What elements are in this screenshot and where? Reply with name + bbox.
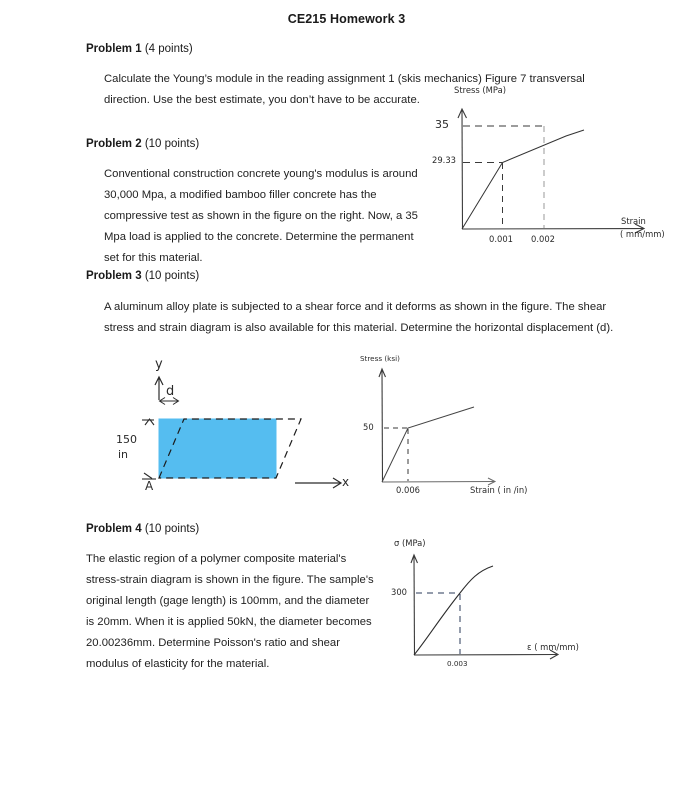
- problem-4-text: The elastic region of a polymer composite material's stress-strain diagram is shown in the figure. The sample's original length (gage length) is 100mm, and the diameter is 20mm. When it is applied 50kN, the diameter becomes 20.00236mm. Determine Poisson's ratio and shear modulus of elasticity for the material.: [86, 553, 374, 670]
- concrete-xtick-0001: 0.001: [489, 234, 513, 244]
- problem-1-text: Calculate the Young’s module in the reading assignment 1 (skis mechanics) Figure 7 transversal direction. Use the best estimate, you don’t have to be accurate.: [104, 73, 585, 106]
- plate-x-axis-label: x: [342, 475, 350, 489]
- polymer-xtick-0003: 0.003: [447, 659, 468, 668]
- problem-1-heading: [86, 43, 193, 55]
- concrete-y-axis-label: Stress (MPa): [454, 85, 506, 95]
- pl-stress-strain-curve: [414, 566, 493, 655]
- al-y-axis-line: [382, 370, 383, 482]
- problem-4-heading: [86, 523, 199, 535]
- pl-y-axis-line: [414, 556, 415, 655]
- plate-displacement-label: d: [166, 384, 175, 399]
- problem-4-label: Problem 4: [86, 523, 142, 535]
- problem-2-label: Problem 2: [86, 138, 142, 150]
- problem-3-points: (10 points): [144, 270, 200, 282]
- concrete-x-axis-label-line1: Strain: [621, 216, 646, 226]
- polymer-y-axis-label: σ (MPa): [394, 538, 426, 548]
- aluminum-ytick-50: 50: [363, 422, 374, 432]
- y-axis-line: [462, 110, 463, 229]
- problem-2-text: Conventional construction concrete young's modulus is around 30,000 Mpa, a modified bamboo filler concrete has the compressive test as shown in the figure on the right. Now, a 35 Mpa load is applied to the concrete. Determine the permanent set for this material.: [104, 168, 418, 264]
- al-x-axis-line: [382, 482, 494, 483]
- aluminum-shear-stress-strain-figure: [358, 355, 593, 500]
- aluminum-xtick-0006: 0.006: [396, 485, 420, 495]
- polymer-stress-strain-figure: [392, 538, 632, 673]
- concrete-ytick-35: 35: [435, 118, 449, 131]
- problem-2-heading: [86, 138, 199, 150]
- height-arrow-bottom: [144, 473, 152, 479]
- problem-2-points: (10 points): [144, 138, 200, 150]
- problem-1-label: Problem 1: [86, 43, 142, 55]
- problem-4-points: (10 points): [144, 523, 200, 535]
- aluminum-y-axis-label: Stress (ksi): [360, 354, 400, 363]
- x-axis-line: [462, 229, 643, 230]
- polymer-ytick-300: 300: [391, 587, 407, 597]
- problem-3-label: Problem 3: [86, 270, 142, 282]
- plate-height-value: 150: [116, 433, 137, 446]
- concrete-xtick-0002: 0.002: [531, 234, 555, 244]
- plate-corner-label: A: [145, 479, 154, 493]
- plate-rectangle: [159, 419, 276, 478]
- stress-strain-curve: [462, 130, 584, 229]
- page-title: CE215 Homework 3: [287, 12, 406, 26]
- problem-1-points: (4 points): [144, 43, 193, 55]
- pl-x-axis-line: [414, 655, 557, 656]
- al-stress-strain-curve: [382, 407, 474, 482]
- shear-plate-figure: [112, 355, 352, 500]
- plate-height-unit: in: [118, 448, 129, 461]
- problem-3-heading: [86, 270, 199, 282]
- plate-y-axis-label: y: [155, 357, 163, 372]
- problem-3-text: A aluminum alloy plate is subjected to a shear force and it deforms as shown in the figure. The shear stress and strain diagram is also available for this material. Determine the horizontal displacement (d).: [104, 301, 614, 334]
- aluminum-x-axis-label: Strain ( in /in): [470, 485, 528, 495]
- concrete-ytick-2933: 29.33: [432, 155, 456, 165]
- polymer-x-axis-label: ε ( mm/mm): [527, 642, 579, 652]
- concrete-x-axis-label-line2: ( mm/mm): [620, 229, 665, 239]
- concrete-stress-strain-figure: [432, 85, 682, 253]
